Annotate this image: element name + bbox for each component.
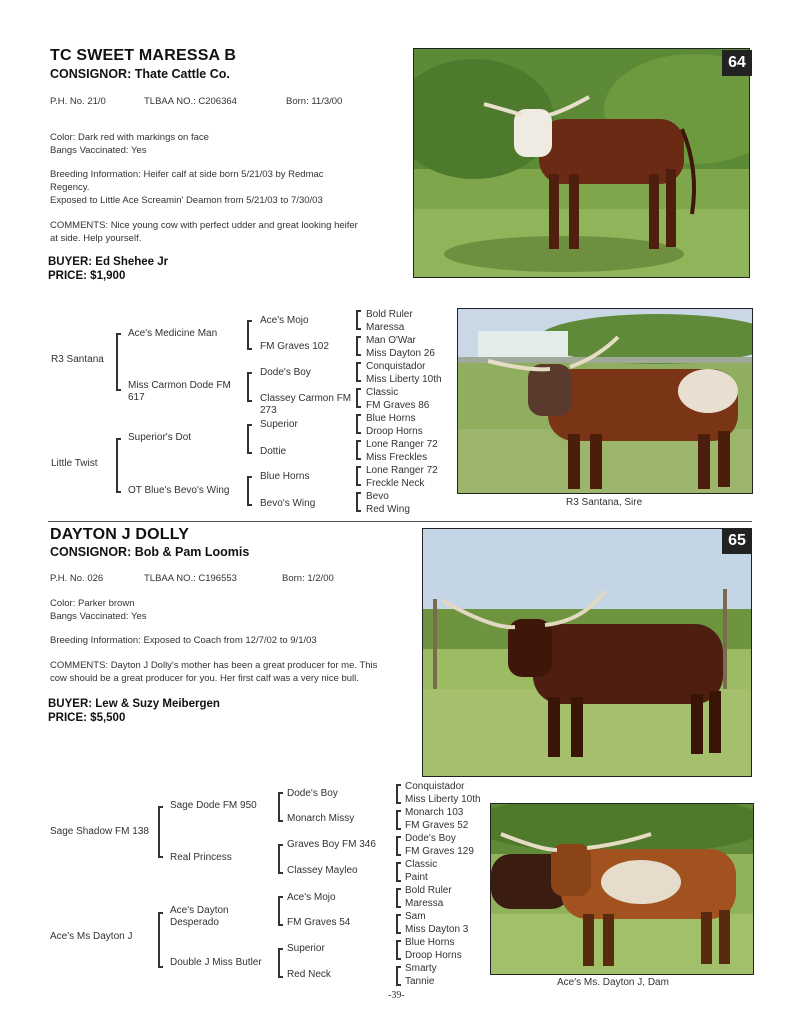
lot65-comments-1: COMMENTS: Dayton J Dolly's mother has been a great producer for me. This — [50, 660, 378, 671]
lot64-ped-g4-11: Lone Ranger 72 — [366, 439, 438, 450]
lot65-ped-g3-6: FM Graves 54 — [287, 917, 351, 928]
lot65-ped-g2-3: Ace's Dayton Desperado — [170, 905, 229, 928]
lot65-price: PRICE: $5,500 — [48, 712, 126, 724]
lot65-ped-g2-4: Double J Miss Butler — [170, 957, 262, 968]
lot64-bangs: Bangs Vaccinated: Yes — [50, 145, 147, 156]
section-divider — [48, 521, 752, 522]
lot64-bracket-g1b — [116, 438, 121, 493]
lot65-buyer: BUYER: Lew & Suzy Meibergen — [48, 698, 220, 710]
lot65-ped-g4-16: Tannie — [405, 976, 435, 987]
lot65-ped-g4-4: FM Graves 52 — [405, 820, 469, 831]
lot65-ped-g4-2: Miss Liberty 10th — [405, 794, 481, 805]
lot64-ped-g3-1: Ace's Mojo — [260, 315, 309, 326]
lot65-bracket-g2c — [278, 896, 283, 926]
lot65-tlbaa-no: TLBAA NO.: C196553 — [144, 573, 237, 584]
lot65-bangs: Bangs Vaccinated: Yes — [50, 611, 147, 622]
lot65-ped-g4-3: Monarch 103 — [405, 807, 464, 818]
lot65-ph-no: P.H. No. 026 — [50, 573, 104, 584]
lot65-ped-g2-1: Sage Dode FM 950 — [170, 800, 257, 811]
lot65-ped-g4-11: Sam — [405, 911, 426, 922]
lot65-ped-g4-1: Conquistador — [405, 781, 465, 792]
lot64-ped-g3-4: Classey Carmon FM 273 — [260, 393, 352, 416]
lot65-ped-g1-sire: Sage Shadow FM 138 — [50, 826, 149, 837]
lot64-bracket-g3d — [356, 388, 361, 408]
lot65-ped-g3-3: Graves Boy FM 346 — [287, 839, 376, 850]
lot64-bracket-g3h — [356, 492, 361, 512]
lot64-ped-g4-4: Miss Dayton 26 — [366, 348, 435, 359]
lot64-bracket-g3a — [356, 310, 361, 330]
lot64-ped-g1-sire: R3 Santana — [51, 354, 104, 365]
lot65-bracket-g3h — [396, 966, 401, 986]
lot65-bracket-g3g — [396, 940, 401, 960]
lot65-cow-photo — [422, 528, 752, 777]
lot64-consignor: CONSIGNOR: Thate Cattle Co. — [50, 67, 230, 81]
lot64-bracket-g1a — [116, 333, 121, 391]
lot64-price: PRICE: $1,900 — [48, 270, 126, 282]
lot64-ped-g3-5: Superior — [260, 419, 298, 430]
lot65-bracket-g1a — [158, 806, 163, 858]
lot64-ped-g4-2: Maressa — [366, 322, 405, 333]
lot64-breeding-3: Exposed to Little Ace Screamin' Deamon from 5/21/03 to 7/30/03 — [50, 195, 323, 206]
lot64-comments-1: COMMENTS: Nice young cow with perfect udder and great looking heifer — [50, 220, 358, 231]
lot64-breeding-2: Regency. — [50, 182, 90, 193]
lot64-bracket-g2d — [247, 476, 252, 506]
lot65-ped-g3-8: Red Neck — [287, 969, 331, 980]
lot64-ped-g3-8: Bevo's Wing — [260, 498, 316, 509]
lot64-ped-g4-16: Red Wing — [366, 504, 410, 515]
lot64-buyer: BUYER: Ed Shehee Jr — [48, 256, 169, 268]
lot65-ped-g4-5: Dode's Boy — [405, 833, 456, 844]
lot64-sire-caption: R3 Santana, Sire — [566, 497, 643, 508]
lot65-ped-g4-14: Droop Horns — [405, 950, 462, 961]
lot64-ped-g4-8: FM Graves 86 — [366, 400, 430, 411]
lot65-ped-g4-10: Maressa — [405, 898, 444, 909]
lot65-consignor: CONSIGNOR: Bob & Pam Loomis — [50, 545, 250, 559]
lot64-ped-g4-6: Miss Liberty 10th — [366, 374, 442, 385]
lot65-ped-g1-dam: Ace's Ms Dayton J — [50, 931, 133, 942]
lot65-ped-g4-13: Blue Horns — [405, 937, 455, 948]
lot65-dam-photo — [490, 803, 754, 975]
lot64-bracket-g3g — [356, 466, 361, 486]
lot64-bracket-g2b — [247, 372, 252, 402]
lot64-ped-g4-3: Man O'War — [366, 335, 416, 346]
lot64-ped-g1-dam: Little Twist — [51, 458, 98, 469]
lot64-ped-g3-6: Dottie — [260, 446, 287, 457]
lot64-bracket-g3b — [356, 336, 361, 356]
lot64-ped-g2-1: Ace's Medicine Man — [128, 328, 218, 339]
lot65-bracket-g3d — [396, 862, 401, 882]
lot65-ped-g4-7: Classic — [405, 859, 438, 870]
lot64-ped-g3-3: Dode's Boy — [260, 367, 311, 378]
lot64-ped-g4-1: Bold Ruler — [366, 309, 413, 320]
lot65-ped-g4-8: Paint — [405, 872, 428, 883]
lot65-ped-g2-2: Real Princess — [170, 852, 232, 863]
lot65-comments-2: cow should be a great producer for you. Her first calf was a very nice bull. — [50, 673, 359, 684]
lot65-bracket-g2b — [278, 844, 283, 874]
lot65-bracket-g1b — [158, 912, 163, 968]
lot65-ped-g3-2: Monarch Missy — [287, 813, 355, 824]
lot64-bracket-g2a — [247, 320, 252, 350]
lot65-title: DAYTON J DOLLY — [50, 526, 190, 543]
lot64-ped-g4-10: Droop Horns — [366, 426, 423, 437]
lot65-ped-g3-1: Dode's Boy — [287, 788, 338, 799]
lot64-color: Color: Dark red with markings on face — [50, 132, 209, 143]
lot64-breeding-1: Breeding Information: Heifer calf at side born 5/21/03 by Redmac — [50, 169, 324, 180]
lot64-ped-g2-2: Miss Carmon Dode FM 617 — [128, 380, 231, 403]
lot65-bracket-g3e — [396, 888, 401, 908]
lot64-ped-g2-3: Superior's Dot — [128, 432, 192, 443]
lot65-ped-g3-5: Ace's Mojo — [287, 892, 336, 903]
lot64-ped-g4-14: Freckle Neck — [366, 478, 425, 489]
lot65-dam-caption: Ace's Ms. Dayton J, Dam — [557, 977, 669, 988]
lot64-bracket-g3f — [356, 440, 361, 460]
lot64-ped-g4-15: Bevo — [366, 491, 389, 502]
lot65-breeding: Breeding Information: Exposed to Coach from 12/7/02 to 9/1/03 — [50, 635, 317, 646]
lot65-ped-g4-9: Bold Ruler — [405, 885, 452, 896]
lot64-bracket-g3e — [356, 414, 361, 434]
lot64-number-badge: 64 — [722, 50, 752, 76]
lot64-ped-g2-4: OT Blue's Bevo's Wing — [128, 485, 230, 496]
lot65-ped-g4-12: Miss Dayton 3 — [405, 924, 469, 935]
lot64-ped-g4-5: Conquistador — [366, 361, 426, 372]
lot65-bracket-g3a — [396, 784, 401, 804]
lot65-ped-g4-15: Smarty — [405, 963, 437, 974]
lot65-bracket-g2d — [278, 948, 283, 978]
lot65-bracket-g3f — [396, 914, 401, 934]
lot64-bracket-g3c — [356, 362, 361, 382]
lot64-comments-2: at side. Help yourself. — [50, 233, 142, 244]
lot64-ped-g3-7: Blue Horns — [260, 471, 310, 482]
lot64-cow-photo — [413, 48, 750, 278]
lot65-bracket-g3b — [396, 810, 401, 830]
lot65-color: Color: Parker brown — [50, 598, 135, 609]
lot64-tlbaa-no: TLBAA NO.: C206364 — [144, 96, 237, 107]
lot65-number-badge: 65 — [722, 528, 752, 554]
lot65-born: Born: 1/2/00 — [282, 573, 334, 584]
lot65-ped-g3-7: Superior — [287, 943, 325, 954]
lot64-sire-photo — [457, 308, 753, 494]
lot64-ped-g4-13: Lone Ranger 72 — [366, 465, 438, 476]
lot64-born: Born: 11/3/00 — [286, 96, 343, 107]
lot64-ped-g3-2: FM Graves 102 — [260, 341, 329, 352]
lot65-ped-g4-6: FM Graves 129 — [405, 846, 474, 857]
lot64-ped-g4-7: Classic — [366, 387, 399, 398]
page-number: -39- — [388, 990, 405, 1001]
lot65-ped-g3-4: Classey Mayleo — [287, 865, 358, 876]
lot64-ped-g4-9: Blue Horns — [366, 413, 416, 424]
lot65-bracket-g3c — [396, 836, 401, 856]
lot64-title: TC SWEET MARESSA B — [50, 47, 237, 64]
lot65-bracket-g2a — [278, 792, 283, 822]
lot64-bracket-g2c — [247, 424, 252, 454]
lot64-ped-g4-12: Miss Freckles — [366, 452, 428, 463]
lot64-ph-no: P.H. No. 21/0 — [50, 96, 106, 107]
